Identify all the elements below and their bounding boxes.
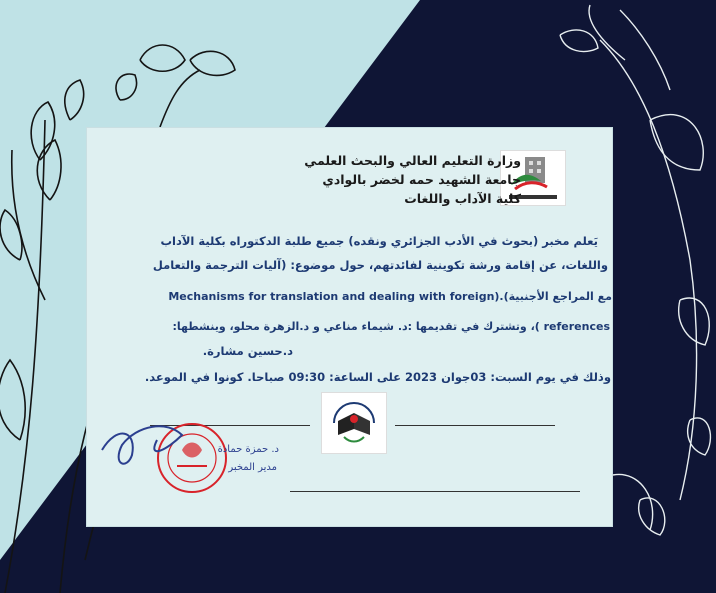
announcement-line-4: references )، وتشترك في تقديمها :د. شيماء مناعي و د.الزهرة محلو، وينشطها: — [172, 320, 610, 333]
ministry-title: وزارة التعليم العالي والبحث العلمي — [304, 153, 521, 168]
divider-bottom — [290, 491, 580, 492]
announcement-line-5: د.حسين مشارة. — [202, 344, 293, 358]
announcement-line-2: واللغات، عن إقامة ورشة تكوينية لفائدتهم، حول موضوع: (آليات الترجمة والتعامل — [152, 258, 608, 272]
director-name: د. حمزة حمادة — [217, 444, 279, 455]
director-title: مدير المخبر — [228, 462, 277, 473]
signature-stamp — [97, 410, 287, 500]
faculty-title: كلية الآداب واللغات — [404, 191, 521, 206]
divider-right — [395, 425, 555, 426]
announcement-line-6: وذلك في يوم السبت: 03جوان 2023 على الساعة: 09:30 صباحا. كونوا في الموعد. — [144, 370, 611, 384]
announcement-line-3: مع المراجع الأجنبية).(Mechanisms for translation and dealing with foreign — [168, 290, 612, 303]
university-title: جامعة الشهيد حمه لخضر بالوادي — [322, 172, 521, 187]
laboratory-emblem — [321, 392, 387, 454]
announcement-line-1: يَعلم مخبر (بحوث في الأدب الجزائري ونقده) جميع طلبة الدكتوراه بكلية الآداب — [160, 234, 598, 248]
